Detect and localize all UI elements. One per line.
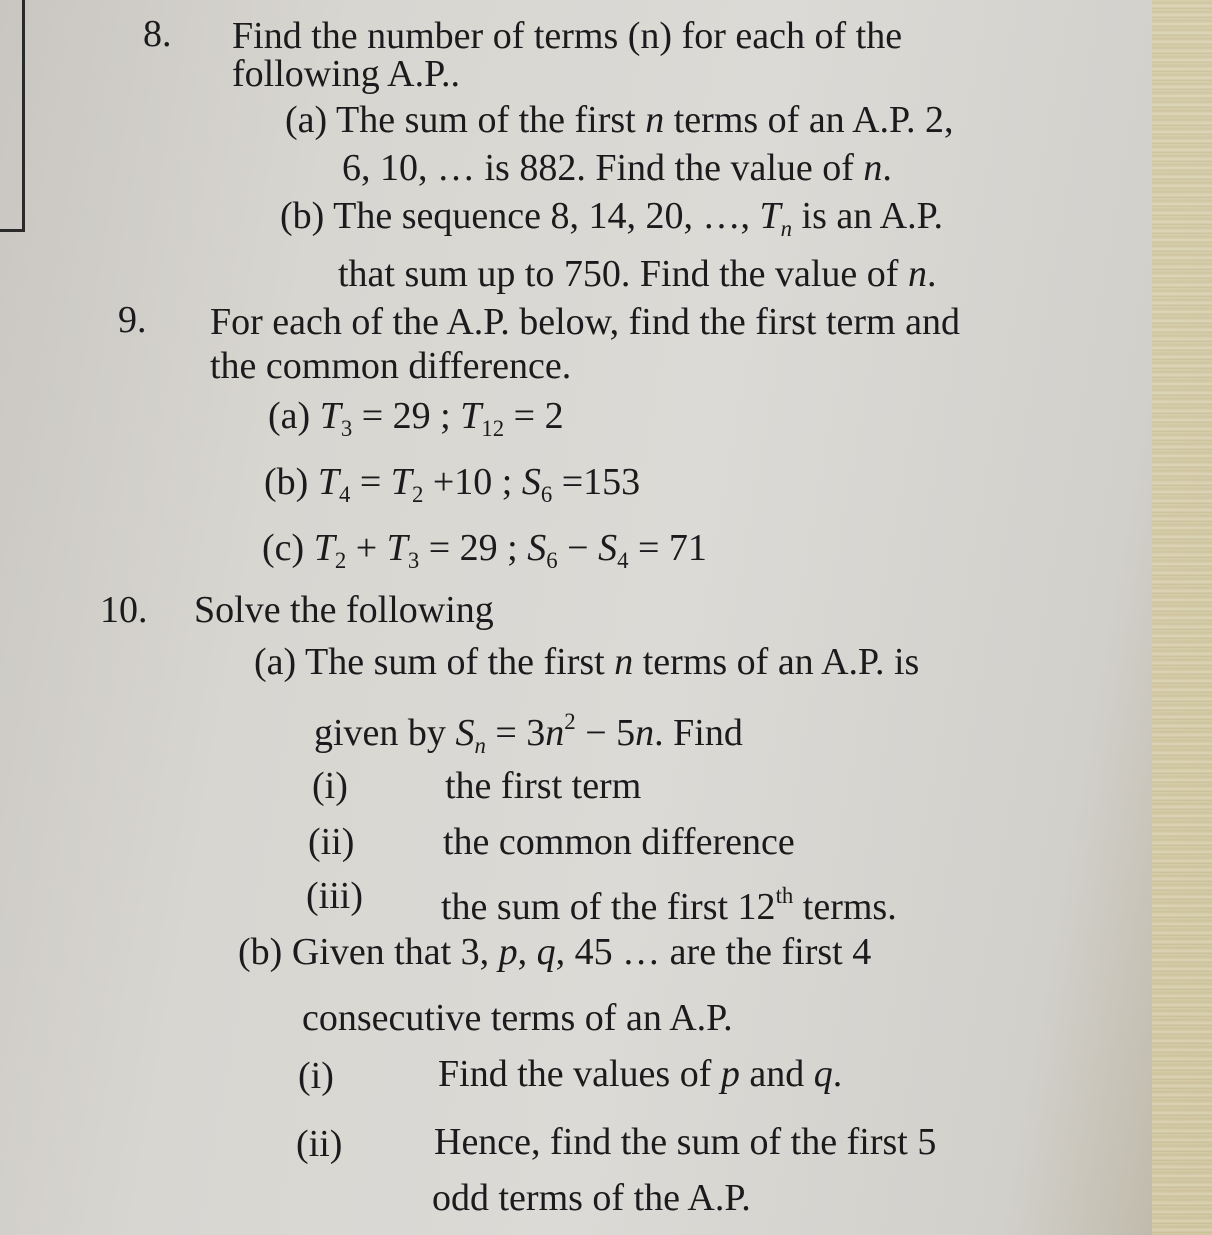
part-text: The sum of the first [305,641,605,683]
subpart-label: (ii) [296,1123,343,1165]
equation-text: − [557,527,599,569]
part-text: terms. [793,885,897,928]
part-text: terms of an A.P. 2, [673,99,954,141]
variable: S [521,461,541,503]
subscript: 3 [407,547,420,573]
part-text: Given that 3, [291,931,490,973]
subpart-label: (i) [298,1055,334,1097]
variable: p [498,931,518,973]
question-part-b-line2 [338,252,936,296]
subscript: 2 [334,547,347,573]
question-number: 9. [118,299,147,341]
equation-text: = [350,461,391,503]
variable: n [635,711,655,754]
equation-text: = 29 ; [419,527,528,569]
part-label: (b) [280,195,325,237]
part-text: . Find [654,711,743,754]
question-number: 8. [143,13,172,55]
part-text: The sum of the first [336,99,636,141]
question-text: Solve the following [194,589,494,631]
variable: S [455,711,475,754]
subscript: 4 [617,547,629,573]
equation-text: = 3 [485,711,546,754]
box-border [0,229,25,232]
question-part-b [264,460,640,517]
subpart-label: (iii) [306,875,363,917]
superscript: 2 [564,709,576,734]
part-text: terms of an A.P. is [642,641,920,683]
variable: n [907,253,927,295]
variable: n [645,99,665,141]
subscript: 6 [540,481,553,507]
variable: S [527,527,547,569]
subscript: 4 [338,481,351,507]
subscript: 6 [546,547,558,573]
part-text: that sum up to 750. Find the value of [338,253,899,295]
variable: T [390,461,412,503]
page-edge [1152,0,1212,1235]
part-label: (a) [285,99,328,141]
question-part-b [280,194,943,251]
part-text: . [882,147,892,189]
variable: T [759,195,781,237]
part-label: (a) [268,395,311,437]
question-part-c [262,526,707,583]
subpart-text: Hence, find the sum of the first 5 [434,1121,937,1163]
part-text: . [926,253,937,295]
equation-text: = 71 [628,527,707,569]
variable: T [319,395,341,437]
variable: q [536,931,556,973]
question-part-b-line2: consecutive terms of an A.P. [302,997,733,1039]
subpart-text [438,1052,842,1096]
equation-text: +10 ; [423,461,522,503]
subpart-text [441,874,897,929]
question-part-b [238,930,871,974]
question-part-a [254,640,919,684]
subpart-label: (i) [312,765,348,807]
subscript: 12 [481,415,505,441]
question-part-a-line2 [314,700,743,768]
part-label: (b) [238,931,283,973]
variable: T [317,461,339,503]
part-label: (a) [254,641,297,683]
question-part-a-line2 [342,146,892,190]
part-text: given by [314,711,446,754]
question-text: the common difference. [210,345,572,387]
part-text: The sequence 8, 14, 20, …, [333,195,750,237]
question-number: 10. [100,589,148,631]
superscript: th [775,883,794,908]
question-part-a [285,98,953,142]
variable: T [460,395,482,437]
part-text: and [749,1053,805,1095]
variable: n [863,147,883,189]
part-label: (c) [262,527,305,569]
variable: S [598,527,618,569]
subscript: 2 [411,481,424,507]
subscript: n [780,215,793,241]
subpart-label: (ii) [308,821,355,863]
question-text: Find the number of terms (n) for each of the [232,15,903,57]
equation-text: − 5 [575,711,636,754]
part-text: , 45 … are the first 4 [555,931,872,973]
subpart-text: the common difference [443,821,795,863]
variable: n [614,641,634,683]
subscript: 3 [340,415,353,441]
box-border [22,0,25,232]
equation-text: = 2 [504,395,564,437]
part-text: 6, 10, … is 882. Find the value of [342,147,854,189]
question-text: following A.P.. [232,53,461,95]
equation-text: =153 [552,461,641,503]
part-text: is an A.P. [801,195,944,237]
part-text: the sum of the first 12 [441,885,776,928]
variable: T [313,527,335,569]
equation-text: + [346,527,387,569]
question-text: For each of the A.P. below, find the first term and [210,301,960,343]
variable: q [813,1053,833,1095]
variable: p [720,1053,740,1095]
subpart-text: odd terms of the A.P. [432,1177,751,1219]
part-text: . [832,1053,843,1095]
part-label: (b) [264,461,309,503]
variable: n [545,711,565,754]
subpart-text: the first term [445,765,642,807]
part-text: , [517,931,528,973]
part-text: Find the values of [438,1053,712,1095]
variable: T [386,527,408,569]
equation-text: = 29 ; [352,395,461,437]
subscript: n [474,732,486,758]
question-part-a [268,394,564,451]
